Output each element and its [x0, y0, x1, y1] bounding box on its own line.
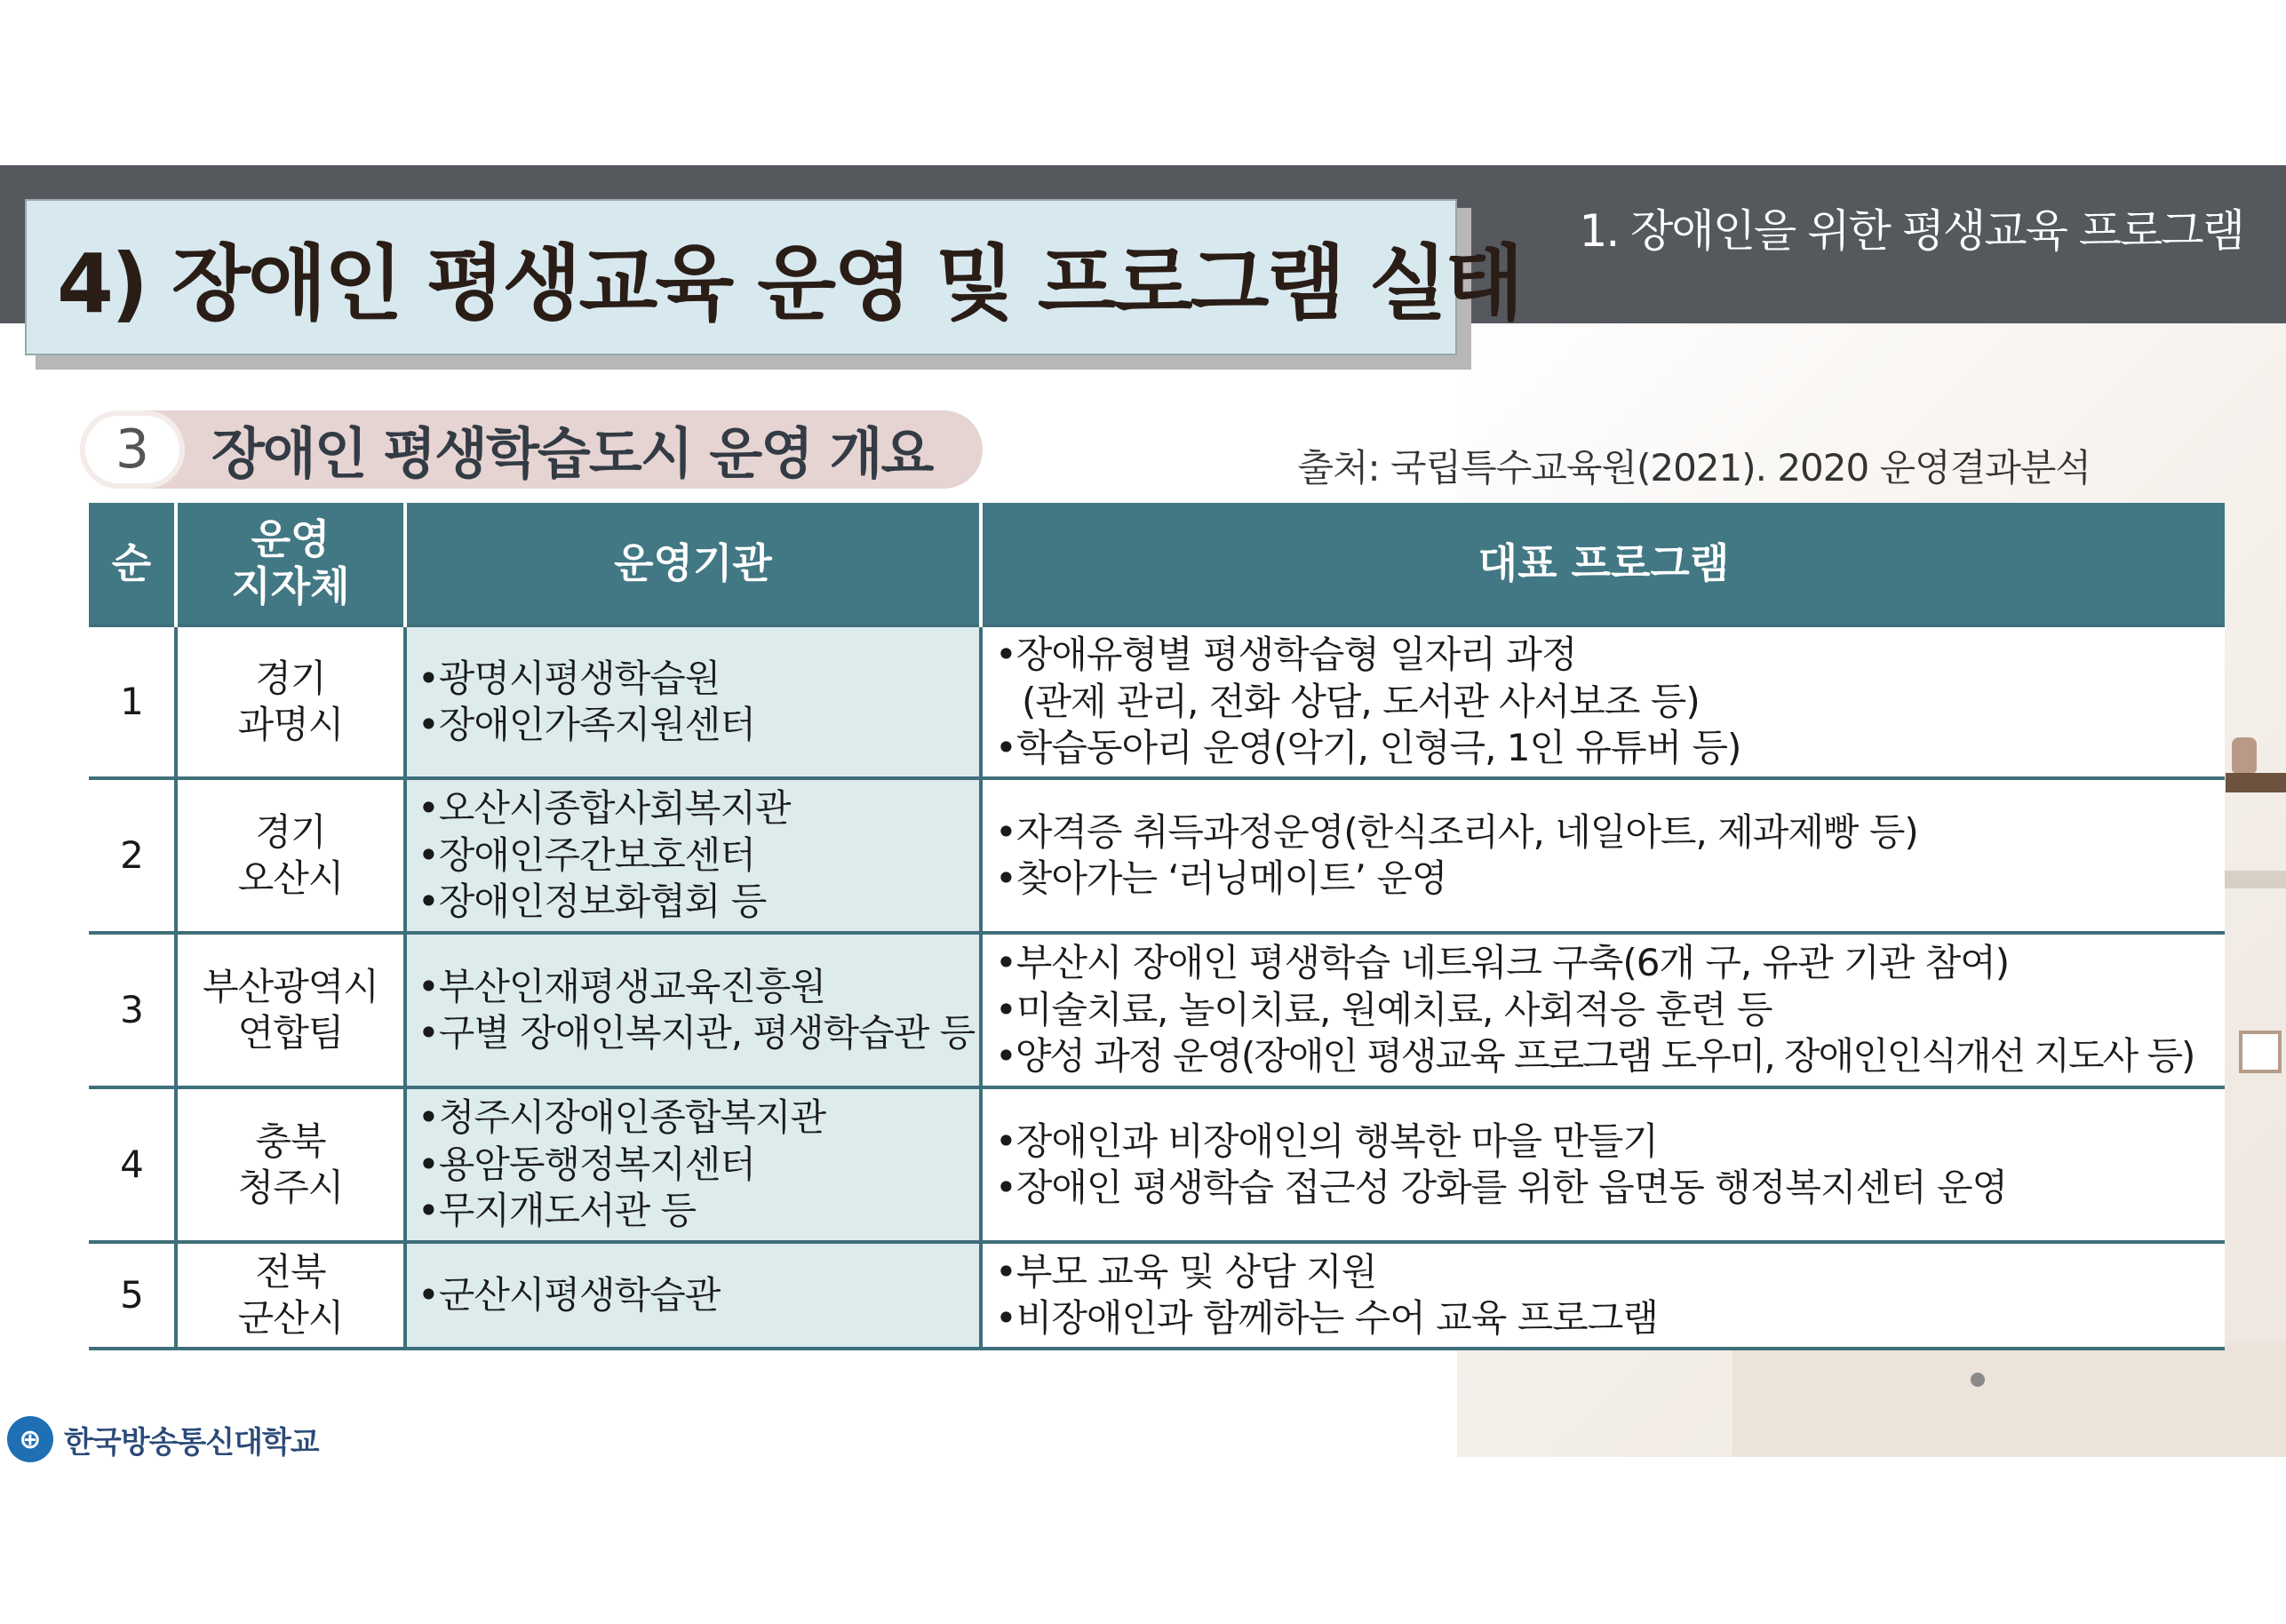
program-item: •학습동아리 운영(악기, 인형극, 1인 유튜버 등) [995, 726, 1741, 770]
program-item: •장애유형별 평생학습형 일자리 과정 [995, 633, 1577, 677]
program-item: •자격증 취득과정운영(한식조리사, 네일아트, 제과제빵 등) [995, 809, 1918, 854]
row-programs [981, 625, 2225, 778]
row-number: 1 [89, 625, 176, 778]
table-header-row [89, 503, 2225, 625]
organization-item: •부산인재평생교육진흥원 [418, 964, 826, 1008]
row-region: 전북 군산시 [176, 1242, 405, 1349]
organization-item: •무지개도서관 등 [418, 1189, 697, 1233]
clock-decoration [2239, 1031, 2282, 1073]
shelf-decoration [2226, 773, 2286, 792]
table-row [89, 1087, 2225, 1242]
organization-item: •장애인정보화협회 등 [418, 880, 767, 924]
program-item: •부모 교육 및 상담 지원 [995, 1249, 1377, 1294]
header-region: 운영 지자체 [176, 503, 405, 625]
cabinet-knob-decoration [1971, 1373, 1985, 1387]
row-number: 5 [89, 1242, 176, 1349]
organization-item: •광명시평생학습원 [418, 656, 721, 700]
program-item: •미술치료, 놀이치료, 원예치료, 사회적응 훈련 등 [995, 987, 1772, 1031]
row-organizations [405, 933, 981, 1087]
row-programs [981, 1087, 2225, 1242]
university-name: 한국방송통신대학교 [64, 1424, 319, 1461]
row-number: 4 [89, 1087, 176, 1242]
organization-item: •군산시평생학습관 [418, 1272, 721, 1317]
program-item: •부산시 장애인 평생학습 네트워크 구축(6개 구, 유관 기관 참여) [995, 941, 2010, 985]
program-item: •찾아가는 ‘러닝메이트’ 운영 [995, 856, 1447, 900]
row-programs [981, 933, 2225, 1087]
row-organizations [405, 1087, 981, 1242]
organization-item: •청주시장애인종합복지관 [418, 1095, 826, 1140]
organization-item: •오산시종합사회복지관 [418, 786, 791, 831]
program-item: •비장애인과 함께하는 수어 교육 프로그램 [995, 1296, 1658, 1340]
organization-item: •장애인주간보호센터 [418, 832, 755, 877]
row-region: 경기 과명시 [176, 625, 405, 778]
program-item: •양성 과정 운영(장애인 평생교육 프로그램 도우미, 장애인인식개선 지도사 등) [995, 1034, 2194, 1079]
subheading-title: 장애인 평생학습도시 운영 개요 [211, 420, 933, 486]
row-region: 부산광역시 연합팀 [176, 933, 405, 1087]
organization-item: •구별 장애인복지관, 평생학습관 등 [418, 1011, 976, 1055]
program-item: •장애인 평생학습 접근성 강화를 위한 읍면동 행정복지센터 운영 [995, 1166, 2008, 1209]
organization-item: •용암동행정복지센터 [418, 1142, 755, 1186]
header-number: 순 [89, 503, 176, 625]
university-logo [7, 1416, 319, 1462]
row-programs [981, 1242, 2225, 1349]
row-organizations [405, 625, 981, 778]
program-table [89, 503, 2225, 1350]
subheading-number: 3 [115, 418, 150, 481]
cabinet-decoration [1732, 1341, 2286, 1457]
row-number: 2 [89, 778, 176, 933]
source-citation: 출처: 국립특수교육원(2021). 2020 운영결과분석 [1297, 446, 2091, 490]
section-label: 1. 장애인을 위한 평생교육 프로그램 [1579, 205, 2243, 257]
row-region: 충북 청주시 [176, 1087, 405, 1242]
table-row [89, 1242, 2225, 1349]
row-organizations [405, 778, 981, 933]
header-program: 대표 프로그램 [981, 503, 2225, 625]
table-row [89, 933, 2225, 1087]
table-row [89, 625, 2225, 778]
title-box [25, 199, 1522, 355]
row-programs [981, 778, 2225, 933]
row-number: 3 [89, 933, 176, 1087]
organization-item: •장애인가족지원센터 [418, 703, 755, 746]
table-row [89, 778, 2225, 933]
row-organizations [405, 1242, 981, 1349]
subheading-number-badge [85, 416, 179, 483]
university-emblem-icon: ⊕ [7, 1416, 53, 1462]
header-organization: 운영기관 [405, 503, 981, 625]
row-region: 경기 오산시 [176, 778, 405, 933]
plant-decoration [2232, 737, 2257, 773]
program-item: •장애인과 비장애인의 행복한 마을 만들기 [995, 1118, 1658, 1163]
program-item: (관제 관리, 전화 상담, 도서관 사서보조 등) [1022, 679, 1700, 723]
page-title: 4) 장애인 평생교육 운영 및 프로그램 실태 [57, 236, 1522, 331]
